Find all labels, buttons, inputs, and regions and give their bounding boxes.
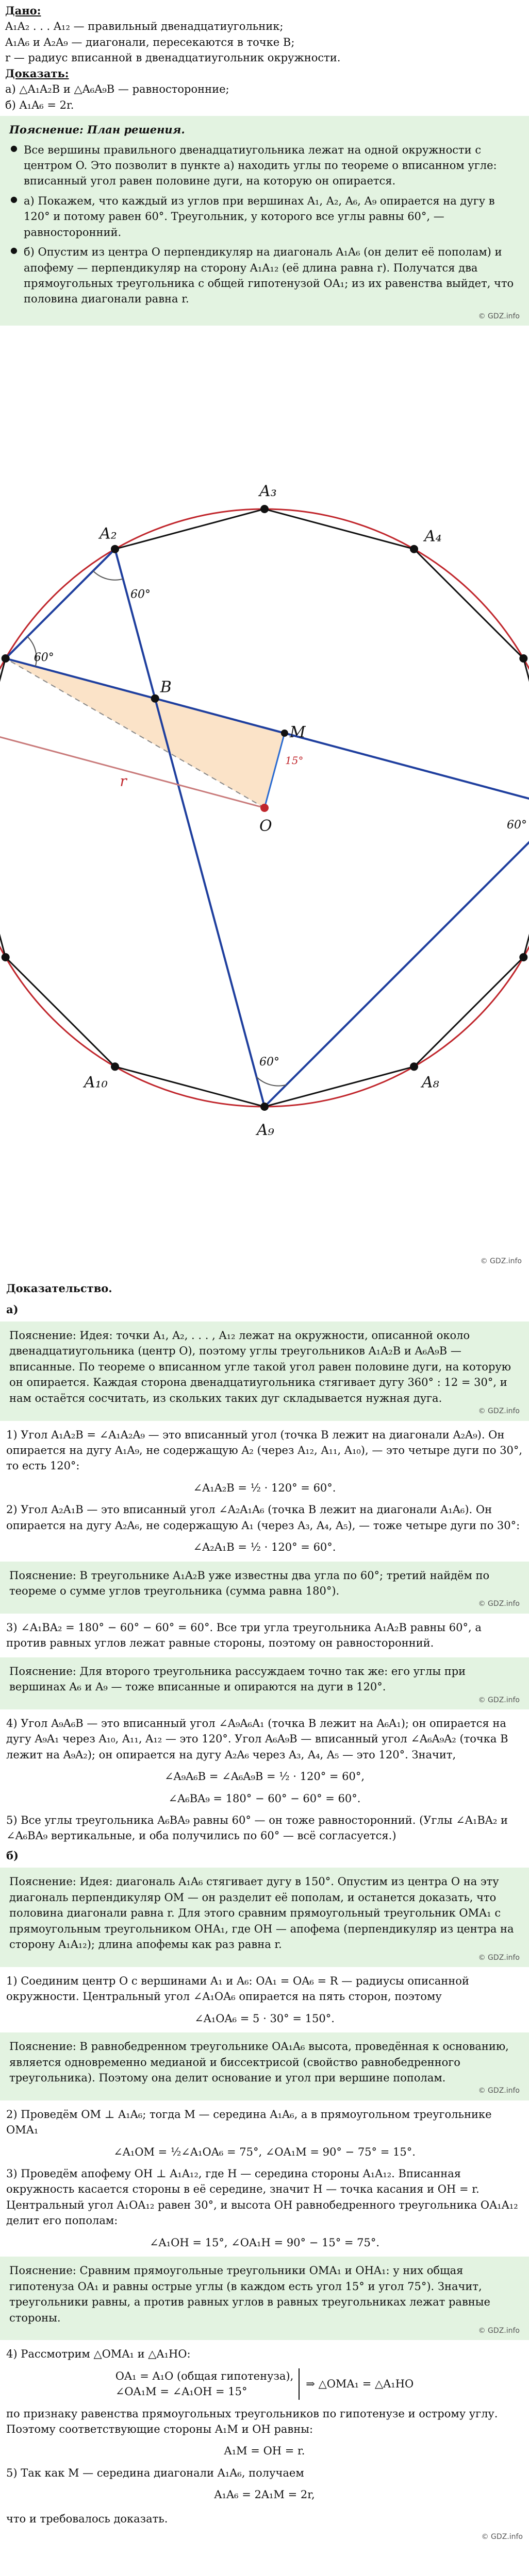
side-a6a9 — [264, 808, 529, 1107]
point-m — [281, 730, 288, 737]
given-block — [0, 0, 529, 113]
point-o — [260, 804, 269, 812]
note-box — [0, 1321, 529, 1420]
watermark: © GDZ.info — [478, 1696, 520, 1704]
formula: ∠A₁A₂B = ½ · 120° = 60°. — [193, 1481, 336, 1494]
diagonal-a2a9 — [115, 549, 264, 1107]
vertex-label: A₁₀ — [84, 1073, 108, 1092]
vertex-point — [2, 953, 10, 961]
formula: ∠A₁OM = ½∠A₁OA₆ = 75°, ∠OA₁M = 90° − 75° = 15°. — [113, 2145, 416, 2158]
label-r: r — [120, 772, 127, 790]
vertex-point — [260, 505, 269, 513]
label-b: B — [160, 678, 172, 697]
given-line: A₁A₆ и A₂A₉ — диагонали, пересекаются в точке B; — [5, 36, 295, 48]
angle-label-a9: 60° — [259, 1056, 279, 1069]
proof-step: 2) Проведём OM ⊥ A₁A₆; тогда M — середина A₁A₆, а в прямоугольном треугольнике OMA₁ — [6, 2108, 492, 2137]
plan-bullet: ● б) Опустим из центра O перпендикуляр на диагональ A₁A₆ (он делит её пополам) и апофему — перпендикуляр на сторону A₁A₁₂ (её длина равна r). Получатся два прямоугольных треугольника с общей гипотенузой OA₁; из их равенства выйдет, что половина диагонали равна r. — [24, 244, 520, 307]
proof-step: 4) Рассмотрим △OMA₁ и △A₁HO: — [6, 2348, 191, 2361]
figure-watermark: © GDZ.info — [480, 1257, 522, 1266]
plan-bullet: ● а) Покажем, что каждый из углов при вершинах A₁, A₂, A₆, A₉ опирается на дугу в 120° и потому равен 60°. Треугольник, у которого все углы равны 60°, — равносторонний. — [24, 193, 520, 240]
proof-step: 1) Угол A₁A₂B = ∠A₁A₂A₉ — это вписанный угол (точка B лежит на диагонали A₂A₉). Он опирается на дугу A₁A₉, не содержащую A₂ (через A₁₂, A₁₁, A₁₀), — это четыре дуги по 30°, то есть 120°: — [6, 1428, 523, 1472]
proof-heading: Доказательство. — [6, 1282, 112, 1295]
part-b-heading: б) — [6, 1849, 19, 1862]
formula: OA₁ = A₁O (общая гипотенуза), — [115, 2369, 294, 2382]
angle-arc-a2 — [93, 571, 123, 580]
vertex-point — [111, 545, 119, 553]
proof-step: 2) Угол A₂A₁B — это вписанный угол ∠A₂A₁A₆ (точка B лежит на диагонали A₁A₆). Он опирается на дугу A₂A₆, не содержащую A₁ (через A₃, A₄, A₅), — тоже четыре дуги по 30°: — [6, 1503, 520, 1532]
note-box — [0, 2257, 529, 2340]
vertex-point — [410, 1062, 418, 1071]
part-a-heading: а) — [6, 1302, 19, 1316]
note-box — [0, 1562, 529, 1614]
plan-title: Пояснение: План решения. — [9, 123, 185, 137]
note-box — [0, 2032, 529, 2100]
note-text: Пояснение: Для второго треугольника рассуждаем точно так же: его углы при вершинах A₆ и A₉ — тоже вписанные и опираются на дуги в 120°. — [9, 1665, 466, 1693]
angle-arc-a9 — [256, 1077, 286, 1086]
formula: ∠OA₁M = ∠A₁OH = 15° — [115, 2385, 247, 2398]
note-text: Пояснение: В треугольнике A₁A₂B уже известны два угла по 60°; третий найдём по теореме о сумме углов треугольника (сумма равна 180°). — [9, 1569, 490, 1598]
formula: ∠A₉A₆B = ∠A₆A₉B = ½ · 120° = 60°, — [164, 1770, 365, 1783]
formula: ∠A₂A₁B = ½ · 120° = 60°. — [193, 1541, 336, 1554]
watermark: © GDZ.info — [478, 1407, 520, 1416]
note-box — [0, 1657, 529, 1709]
triangle-omA1-fill — [6, 658, 285, 808]
vertex-point — [2, 654, 10, 663]
vertex-point — [519, 654, 527, 663]
vertex-point — [111, 1062, 119, 1071]
formula: A₁A₆ = 2A₁M = 2r, — [214, 2488, 315, 2501]
formula: A₁M = OH = r. — [224, 2445, 305, 2458]
watermark: © GDZ.info — [478, 1953, 520, 1962]
label-o: O — [259, 817, 272, 836]
note-text: Пояснение: Сравним прямоугольные треугольники OMA₁ и OHA₁: у них общая гипотенуза OA₁ и равны острые углы (в каждом есть угол 15° и угол 75°). Значит, треугольники равны, а против равных углов в равных треугольниках лежат равные стороны. — [9, 2264, 490, 2324]
prove-heading: Доказать: — [5, 66, 69, 80]
proof-step: 4) Угол A₉A₆B — это вписанный угол ∠A₉A₆A₁ (точка B лежит на A₆A₁); он опирается на дугу A₉A₁ через A₁₀, A₁₁, A₁₂ — это 120°. Угол A₆A₉B — вписанный угол ∠A₆A₉A₂ (точка B лежит на A₉A₂); он опирается на дугу A₂A₆ через A₃, A₄, A₅ — это 120°. Значит, — [6, 1717, 508, 1761]
given-line: r — радиус вписанной в двенадцатиугольник окружности. — [5, 52, 341, 64]
given-heading: Дано: — [5, 4, 41, 17]
note-box — [0, 1868, 529, 1967]
formula: ∠A₆BA₉ = 180° − 60° − 60° = 60°. — [168, 1792, 361, 1805]
figure-shapes — [0, 505, 529, 1111]
formula: ∠A₁OA₆ = 5 · 30° = 150°. — [194, 2012, 335, 2025]
system-lines — [115, 2368, 300, 2400]
watermark: © GDZ.info — [481, 2533, 523, 2541]
point-b — [151, 694, 159, 703]
vertex-label: A₈ — [422, 1073, 439, 1092]
vertex-label: A₄ — [424, 527, 442, 546]
proof-step: 3) Проведём апофему OH ⊥ A₁A₁₂, где H — середина стороны A₁A₁₂. Вписанная окружность касается стороны в её середине, значит H — точка касания и OH = r. Центральный угол A₁OA₁₂ равен 30°, и высота OH равнобедренного треугольника OA₁A₁₂ делит его пополам: — [6, 2167, 518, 2227]
proof-step: 5) Все углы треугольника A₆BA₉ равны 60° — он тоже равносторонний. (Углы ∠A₁BA₂ и ∠A₆BA₉ вертикальные, и оба получились по 60° — всё согласуется.) — [6, 1814, 508, 1842]
angle-label-15: 15° — [285, 754, 304, 767]
proof-step: по признаку равенства прямоугольных треугольников по гипотенузе и острому углу. Поэтому соответствующие стороны A₁M и OH равны: — [6, 2407, 498, 2436]
vertex-point — [519, 953, 527, 961]
vertex-label: A₂ — [100, 524, 117, 543]
watermark: © GDZ.info — [478, 2087, 520, 2095]
side-a1a2 — [6, 549, 115, 658]
proof-end: что и требовалось доказать. — [6, 2512, 168, 2525]
note-text: Пояснение: Идея: диагональ A₁A₆ стягивает дугу в 150°. Опустим из центра O на эту диагональ перпендикуляр OM — он разделит её пополам, и останется доказать, что половина диагонали равна r. Для этого сравним прямоугольный треугольник OMA₁ с прямоугольным треугольником OHA₁, где OH — апофема (перпендикуляр из центра на сторону A₁A₁₂); длина апофемы как раз равна r. — [9, 1875, 514, 1951]
prove-line: а) △A₁A₂B и △A₆A₉B — равносторонние; — [5, 83, 229, 96]
note-text: Пояснение: Идея: точки A₁, A₂, . . . , A₁₂ лежат на окружности, описанной около двенадцатиугольника (центр O), поэтому углы треугольников A₁A₂B и A₆A₉B — вписанные. По теореме о вписанном угле такой угол равен половине дуги, на которую он опирается. Каждая сторона двенадцатиугольника стягивает дугу 360° : 12 = 30°, и нам остаётся сосчитать, из скольких таких дуг складывается нужная дуга. — [9, 1329, 511, 1404]
formula: ⇒ △OMA₁ = △A₁HO — [306, 2377, 414, 2390]
equality-system — [0, 2365, 529, 2403]
given-line: A₁A₂ . . . A₁₂ — правильный двенадцатиугольник; — [5, 20, 284, 33]
watermark: © GDZ.info — [478, 312, 520, 320]
plan-box — [0, 116, 529, 326]
angle-label-a2: 60° — [130, 588, 151, 601]
note-text: Пояснение: В равнобедренном треугольнике OA₁A₆ высота, проведённая к основанию, является одновременно медианой и биссектрисой (свойство равнобедренного треугольника). Поэтому она делит основание и угол при вершине пополам. — [9, 2040, 509, 2084]
watermark: © GDZ.info — [478, 1600, 520, 1608]
vertex-point — [410, 545, 418, 553]
angle-label-a6: 60° — [507, 819, 527, 832]
angle-label-a1: 60° — [34, 651, 54, 665]
plan-bullet: ● Все вершины правильного двенадцатиугольника лежат на одной окружности с центром O. Это позволит в пункте а) находить углы по теореме о вписанном угле: вписанный угол равен половине дуги, на которую он опирается. — [24, 142, 520, 189]
formula: ∠A₁OH = 15°, ∠OA₁H = 90° − 15° = 75°. — [149, 2236, 380, 2249]
vertex-label: A₃ — [259, 482, 277, 501]
dodecagon-figure — [0, 329, 529, 1277]
watermark: © GDZ.info — [478, 2326, 520, 2335]
vertex-label: A₉ — [257, 1121, 274, 1140]
prove-line: б) A₁A₆ = 2r. — [5, 98, 74, 111]
proof-step: 1) Соединим центр O с вершинами A₁ и A₆: OA₁ = OA₆ = R — радиусы описанной окружности. Центральный угол ∠A₁OA₆ опирается на пять сторон, поэтому — [6, 1974, 469, 2003]
label-m: M — [289, 723, 306, 742]
proof-step: 3) ∠A₁BA₂ = 180° − 60° − 60° = 60°. Все три угла треугольника A₁A₂B равны 60°, а против равных углов лежат равные стороны, поэтому он равносторонний. — [6, 1621, 482, 1650]
proof-step: 5) Так как M — середина диагонали A₁A₆, получаем — [6, 2466, 304, 2479]
vertex-point — [260, 1103, 269, 1111]
dodecagon-drawing — [0, 329, 529, 1277]
